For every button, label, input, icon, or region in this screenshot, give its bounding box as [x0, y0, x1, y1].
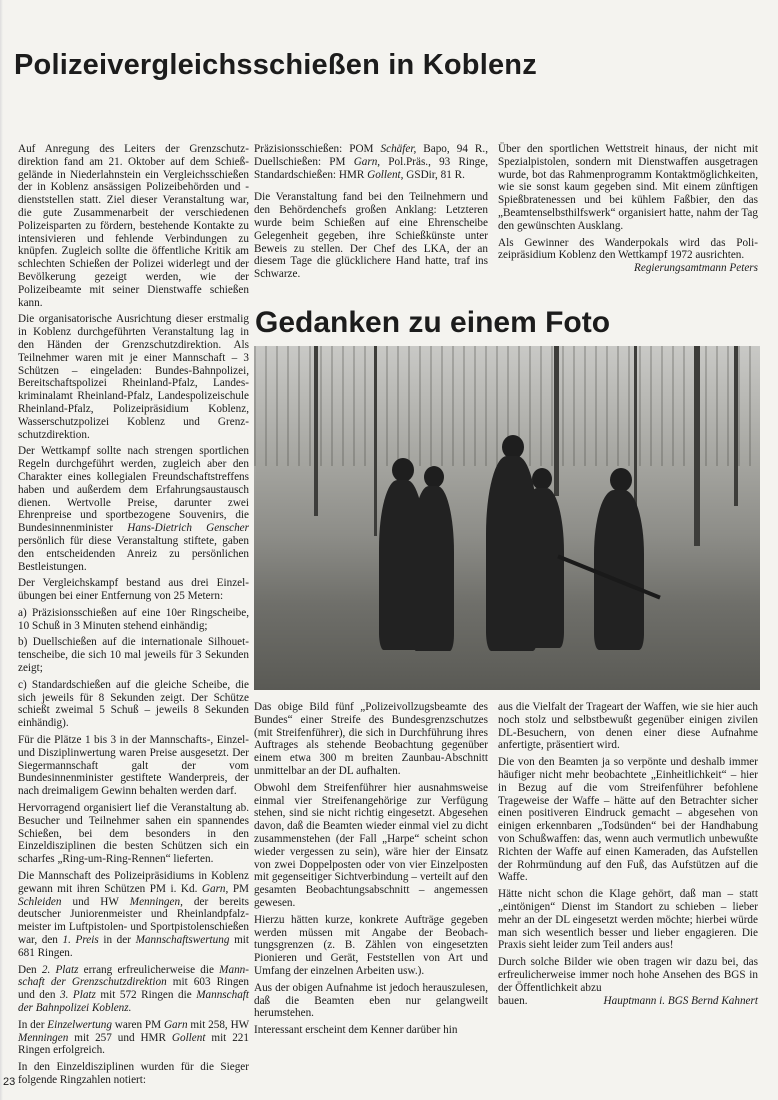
emphasis-text: Menningen — [18, 1031, 69, 1044]
emphasis-text: 2. Platz — [41, 963, 79, 976]
article-column-right — [498, 143, 758, 275]
paragraph — [18, 1019, 249, 1057]
paragraph — [18, 636, 249, 674]
text-run: errang erfreulicherweise die — [78, 963, 220, 976]
paragraph — [254, 143, 488, 181]
paragraph — [254, 914, 488, 978]
emphasis-text: Einzelwertung — [47, 1018, 112, 1031]
paragraph — [254, 982, 488, 1020]
text-run: Das obige Bild fünf „Polizeivollzugsbeamte des Bundes“ einer Streife des Bundesgrenzschutzes (mit Streifenführer), die sich in Durchführung ihres Auftrages als stehende Beobachtung gegenüber einem etwa 300 m breiten Zaunbau-Abschnitt unmittelbar an der DL aufhalten. — [254, 701, 488, 777]
patrol-photo — [254, 346, 760, 690]
text-run: Die Veranstaltung fand bei den Teilnehmern und den Behördenchefs großen Anklang: Letzteren wurde beim Schießen auf eine Ehrenscheibe Gelegenheit gegeben, ihre Schießkünste unter Beweis zu stellen. Der Chef des LKA, der an diesem Tage die glücklichere Hand hatte, traf ins Schwarze. — [254, 191, 488, 281]
paragraph — [498, 143, 758, 233]
emphasis-text: 1. Preis — [62, 934, 99, 947]
text-run: in der — [98, 934, 136, 947]
text-run: mit 258, HW — [187, 1018, 250, 1031]
paragraph — [18, 734, 249, 798]
text-run: Die von den Beamten ja so verpönte und deshalb immer häufiger nicht mehr beobachtete „Einheitlichkeit“ – hier in Bezug auf die vom Streifenführer befohlene Trageweise der Waffe – hätte auf den Betrachter sicher einen positiveren Eindruck gemacht – abgesehen von einigen erkennbaren „Todsünden“ bei der Handhabung von Schußwaffen: das, wenn auch vermutlich unbewußte Richten der Waffe auf einen Kameraden, das Aufstellen der Rohrmündung auf den Fuß, das Aufstützen auf die Waffe. — [498, 756, 758, 884]
paragraph — [18, 870, 249, 960]
text-run: Über den sportlichen Wettstreit hinaus, der nicht mit Spezialpistolen, sondern mit Dienstwaffen ausgetragen wurde, bot das Rahmenprogramm Kontaktmöglichkeiten, wie sie sonst kaum gegeben sind. Mit einem zünftigen Spießbratenessen und bei kühlem Faßbier, den das „Beamtenselbsthilfswerk“ organisiert hatte, nahm der Tag den gewünschten Ausklang. — [498, 143, 758, 232]
article-column-left — [18, 143, 249, 1091]
text-run: mit 681 Ringen. — [18, 934, 249, 959]
text-run: mit 221 Ringen erfolgreich. — [18, 1031, 249, 1057]
text-run: Hervorragend organisiert lief die Veranstaltung ab. Besucher und Teilnehmer sahen ein spannendes Schießen, bei dem besonders in den Einzeldisziplinen die besten Schützen sich ein scharfes „Ring-um-Ring-Rennen“ lieferten. — [18, 802, 249, 866]
text-run: Obwohl dem Streifenführer hier ausnahmsweise einmal vier Streifenangehörige zur Verfügung stehen, sind sie nicht richtig eingesetzt. Abgesehen davon, daß die Beamten wieder einmal viel zu dicht zusammenstehen (der Fall „Harpe“ scheint schon wieder vergessen zu sein), wäre hier der Einsatz von zwei Doppelposten oder von vier Einzelposten mit gegenseitiger Sichtverbindung – verteilt auf den gesamten Beobachtungsabschnitt – angemessen gewesen. — [254, 781, 488, 909]
paragraph — [254, 701, 488, 778]
emphasis-text: Mannschaftswertung — [135, 934, 230, 947]
article2-title: Gedanken zu einem Foto — [255, 306, 611, 339]
paragraph — [18, 679, 249, 730]
emphasis-text: 3. Platz — [59, 989, 96, 1002]
emphasis-text: Hans-Dietrich Genscher — [127, 522, 249, 535]
author-line — [498, 262, 758, 275]
article-column-middle — [254, 143, 488, 285]
article-title: Polizeivergleichsschießen in Koblenz — [14, 49, 537, 81]
text-run: Präzisionsschießen: POM — [254, 143, 381, 155]
text-run: Auf Anregung des Leiters der Grenzschutzdirektion fand am 21. Oktober auf dem Schießgelände in Niederlahnstein ein Vergleichsschießen der in Koblenz ansässigen Polizeibehörden und -dienststellen statt. Ziel dieser Veranstaltung war, die gute Zusammenarbeit der verschiedenen Polizeisparten zu fördern, bestehende Kontakte zu intensivieren und fehlende Verbindungen zu knüpfen. Zugleich sollte die öffentliche Kritik am schlechten Schießen der Polizei widerlegt und der Bevölkerung gezeigt werden, wie der Polizeibeamte mit seiner Dienstwaffe schießen kann. — [18, 143, 249, 309]
text-run: c) Standardschießen auf die gleiche Scheibe, die sich jeweils für 8 Sekunden zeigt. Der Schütze schießt zweimal 5 Schuß – jeweils 8 Sekunden einhändig). — [18, 678, 249, 730]
paragraph — [18, 964, 249, 1015]
emphasis-text: Gollent — [171, 1031, 206, 1044]
paragraph — [498, 701, 758, 752]
emphasis-text: Menningen, — [129, 895, 183, 908]
text-run: Der Vergleichskampf bestand aus drei Einzelübungen bei einer Entfernung von 25 Metern: — [18, 577, 249, 603]
text-run: Hierzu hätten kurze, konkrete Aufträge gegeben werden müssen mit Angabe der Beobachtungsgrenzen (z. B. Zählen von eingesetzten Pionieren und Gerät, Feststellen von Art und Umfang der einzelnen Arbeiten usw.). — [254, 913, 488, 977]
text-run: In der — [18, 1018, 48, 1031]
paragraph — [18, 445, 249, 573]
paragraph — [254, 191, 488, 281]
paragraph — [498, 237, 758, 263]
text-run: In den Einzeldisziplinen wurden für die Sieger folgende Ringzahlen notiert: — [18, 1061, 249, 1086]
paragraph — [498, 956, 758, 994]
text-run: mit 572 Ringen die — [95, 989, 197, 1002]
emphasis-text: Mannschaft der Grenzschutzdirektion — [18, 963, 250, 989]
scan-edge — [0, 0, 3, 1100]
paragraph — [18, 143, 249, 309]
text-run: persönlich für diese Veranstaltung stiftete, gaben den entscheidenden Anreiz zu persönlichen Bestleistungen. — [18, 534, 249, 573]
author: Regierungsamtmann Peters — [634, 262, 758, 275]
text-run: PM — [228, 882, 250, 895]
text-run: Pol.Präs., 93 Ringe, Standardschießen: HMR — [254, 155, 488, 181]
text-run: Hätte nicht schon die Klage gehört, daß man – statt „eintönigen“ Dienst im Standort zu schieben – lieber mehr an der DL eingesetzt werden möchte; hierbei würde man sich wesentlich besser und lieber engagieren. Die Praxis sieht leider zum Teil anders aus! — [498, 888, 758, 952]
text-run: Durch solche Bilder wie oben tragen wir dazu bei, das erfreulicherweise immer noch hohe Ansehen des BGS in der Öffentlichkeit abzu — [498, 956, 758, 994]
paragraph — [18, 802, 249, 866]
text-run: und HW — [61, 895, 130, 908]
text-run: Den — [18, 963, 42, 976]
text-run: der bereits deutscher Juniorenmeister und Rheinlandpfalzmeister im Luftpistolen- und Sportpistolenschießen war, den — [18, 895, 249, 947]
text-run: aus die Vielfalt der Trageart der Waffen, wie sie hier auch noch stolz und selbstbewußt gegenüber einigen zivilen DL-Besuchern, von denen einer diese Aufnahme anfertigte, präsentiert wird. — [498, 701, 758, 752]
author-line — [498, 995, 758, 1008]
article-right-text — [498, 143, 758, 262]
emphasis-text: Garn — [163, 1018, 188, 1031]
emphasis-text: Gollent, — [367, 168, 404, 181]
paragraph — [498, 756, 758, 884]
paragraph — [254, 1024, 488, 1037]
paragraph — [18, 1061, 249, 1087]
text-run: Die Mannschaft des Polizeipräsidiums in Koblenz gewann mit ihren Schützen PM i. Kd. — [18, 870, 249, 895]
text-run: a) Präzisionsschießen auf eine 10er Ringscheibe, 10 Schuß in 3 Minuten stehend einhändig; — [18, 606, 249, 632]
page-number: 23 — [3, 1076, 16, 1088]
text-run: GSDir, 81 R. — [403, 168, 465, 181]
paragraph — [18, 577, 249, 603]
article2-right-text — [498, 701, 758, 995]
paragraph — [498, 888, 758, 952]
text-run: mit 603 Ringen und den — [18, 976, 249, 1002]
text-run: Die organisatorische Ausrichtung dieser erstmalig in Koblenz durchgeführten Veranstaltung lag in den Händen der Grenzschutzdirektion. Als Teilnehmer waren mit je einer Mannschaft – 3 Schützen – eingeladen: Bundes-Bahnpolizei, Bereitschaftspolizei Rheinland-Pfalz, Landeskriminalamt Rheinland-Pfalz, Landespolizeischule Rheinland-Pfalz, Polizeipräsidium Koblenz, Wasserschutzpolizei Koblenz und Grenzschutzdirektion. — [18, 313, 249, 441]
paragraph — [18, 607, 249, 633]
emphasis-text: Schäfer, — [380, 143, 417, 155]
text-run: Interessant erscheint dem Kenner darüber hin — [254, 1024, 458, 1037]
emphasis-text: Garn, — [201, 882, 229, 895]
article2-column-middle — [254, 701, 488, 1041]
paragraph — [18, 313, 249, 441]
emphasis-text: Garn, — [353, 155, 381, 168]
text-run: Der Wettkampf sollte nach strengen sportlichen Regeln durchgeführt werden, zugleich aber den Charakter eines kollegialen Freundschaftstreffens haben und außerdem dem Erfahrungsaustausch dienen. Wertvolle Preise, darunter zwei Ehrenpreise und sportbezogene Souvenirs, die Bundesinnenminister — [18, 445, 249, 535]
article2-column-right — [498, 701, 758, 1007]
text-run: Aus der obigen Aufnahme ist jedoch herauszulesen, daß die Beamten eben nur gelangweilt herumstehen. — [254, 981, 488, 1020]
text-run: Als Gewinner des Wanderpokals wird das Polizeipräsidium Koblenz den Wettkampf 1972 ausrichten. — [498, 236, 758, 262]
text-run: Bapo, 94 R., Duellschießen: PM — [254, 143, 488, 168]
author: Hauptmann i. BGS Bernd Kahnert — [603, 994, 758, 1007]
text-run: mit 257 und HMR — [68, 1031, 172, 1044]
text-run: waren PM — [111, 1018, 164, 1031]
text-run: b) Duellschießen auf die internationale Silhouettenscheibe, die sich 10 mal jeweils für 3 Sekunden zeigt; — [18, 636, 249, 675]
text-run: Für die Plätze 1 bis 3 in der Mannschafts-, Einzel- und Disziplinwertung waren Preise ausgesetzt. Der Siegermannschaft galt der vom Bundesinnenminister gestiftete Wanderpreis, der nach dreimaligem Gewinn behalten werden darf. — [18, 734, 249, 798]
emphasis-text: Mannschaft der Bahnpolizei Koblenz. — [18, 989, 250, 1014]
paragraph — [254, 782, 488, 910]
emphasis-text: Schleiden — [18, 895, 62, 908]
closing-word: bauen. — [498, 994, 528, 1007]
